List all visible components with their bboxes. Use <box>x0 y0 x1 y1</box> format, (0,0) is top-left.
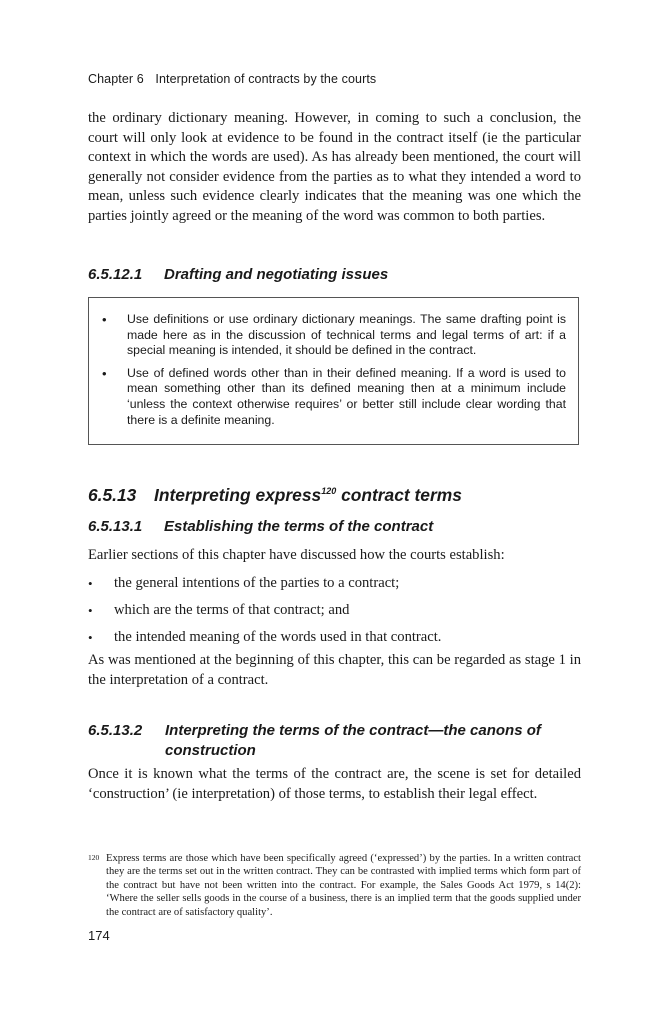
list-item-text: the general intentions of the parties to a contract; <box>114 575 400 591</box>
list-item <box>99 312 566 359</box>
heading-title: Establishing the terms of the contract <box>164 518 434 535</box>
heading-title: Interpreting express <box>154 485 322 505</box>
bullet-icon: • <box>102 312 107 327</box>
list-item <box>88 601 581 628</box>
drafting-issues-list <box>99 312 566 428</box>
heading-6-5-12-1 <box>88 266 388 283</box>
heading-number: 6.5.13.1 <box>88 518 143 535</box>
heading-6-5-13-1 <box>88 518 433 535</box>
list-item-text: the intended meaning of the words used in that contract. <box>114 629 442 645</box>
establish-list <box>88 574 581 655</box>
bullet-icon: • <box>88 576 93 591</box>
bullet-icon: • <box>88 603 93 618</box>
running-head-chapter: Chapter 6 <box>88 72 144 86</box>
drafting-issues-box <box>88 297 579 445</box>
footnote-mark: 120 <box>88 853 100 862</box>
bullet-icon: • <box>102 365 107 381</box>
list-item-text: Use definitions or use ordinary dictionary meanings. The same drafting point is made here as in the discussion of technical terms and legal terms of art: if a special meaning is intended, it should be defined in the contract. <box>127 312 566 358</box>
paragraph-stage-1: As was mentioned at the beginning of this chapter, this can be regarded as stage 1 in the interpretation of a contract. <box>88 652 581 688</box>
heading-number: 6.5.13.2 <box>88 722 143 739</box>
list-item <box>99 366 566 428</box>
intro-paragraph: the ordinary dictionary meaning. However, in coming to such a conclusion, the court will only look at evidence to be found in the contract itself (ie the particular context in which the words are used). As has already been mentioned, the court will generally not consider evidence from the parties as to what they intended a word to mean, unless such evidence clearly indicates that the meaning was one which the parties jointly agreed or the meaning of the word was common to both parties. <box>88 110 581 224</box>
list-item-text: Use of defined words other than in their defined meaning. If a word is used to mean something other than its defined meaning then at a minimum include ‘unless the context otherwise requires’ or better still include clear wording that there is a definite meaning. <box>127 365 566 427</box>
paragraph-courts-establish: Earlier sections of this chapter have discussed how the courts establish: <box>88 547 505 563</box>
footnote-120 <box>88 852 581 919</box>
running-head-title: Interpretation of contracts by the courts <box>155 72 377 86</box>
list-item-text: which are the terms of that contract; and <box>114 602 350 618</box>
list-item <box>88 574 581 601</box>
heading-title: Interpreting the terms of the contract—the canons of construction <box>165 722 541 759</box>
heading-number: 6.5.12.1 <box>88 266 143 283</box>
footnote-text: Express terms are those which have been specifically agreed (‘expressed’) by the parties. In a written contract they are the terms set out in the written contract. They can be contrasted with implied terms which form part of the contract but have not been written into the contract. For example, the Sales Goods Act 1979, s 14(2): ‘Where the seller sells goods in the course of a business, there is an implied term that the goods supplied under the contract are of satisfactory quality’. <box>106 853 581 918</box>
running-head <box>88 72 376 86</box>
bullet-icon: • <box>88 630 93 645</box>
heading-6-5-13 <box>88 485 462 506</box>
heading-title-rest: contract terms <box>336 485 462 505</box>
heading-6-5-13-2 <box>88 721 581 761</box>
heading-number: 6.5.13 <box>88 485 137 505</box>
footnote-reference[interactable]: 120 <box>321 486 337 496</box>
page-number: 174 <box>88 928 110 943</box>
paragraph-construction: Once it is known what the terms of the contract are, the scene is set for detailed ‘construction’ (ie interpretation) of those terms, to establish their legal effect. <box>88 766 581 802</box>
heading-title: Drafting and negotiating issues <box>164 266 389 283</box>
